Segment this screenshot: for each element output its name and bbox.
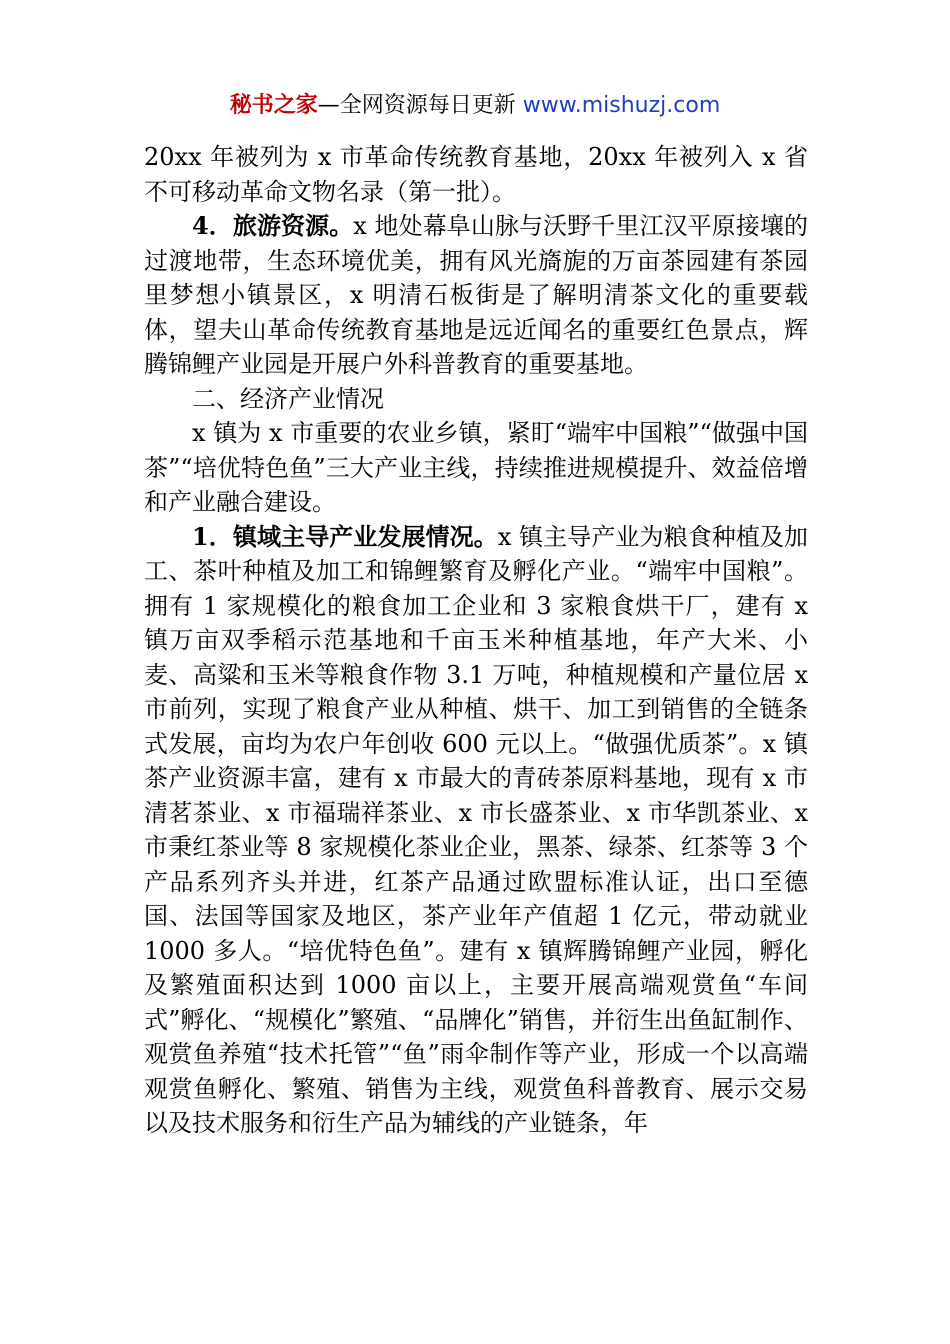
paragraph-text: x 地处幕阜山脉与沃野千里江汉平原接壤的过渡地带，生态环境优美，拥有风光旖旎的万亩茶园建有茶园里梦想小镇景区，x 明清石板街是了解明清茶文化的重要载体，望夫山革命传统教育基地是远近闻名的重要红色景点，辉腾锦鲤产业园是开展户外科普教育的重要基地。 [144,212,808,378]
paragraph [144,416,808,520]
site-brand: 秘书之家 [229,93,318,118]
paragraph-text: x 镇为 x 市重要的农业乡镇，紧盯“端牢中国粮”“做强中国茶”“培优特色鱼”三大产业主线，持续推进规模提升、效益倍增和产业融合建设。 [144,419,808,516]
section-heading: 4．旅游资源。 [192,211,354,240]
paragraph [144,209,808,382]
paragraph [144,140,808,209]
paragraph [144,520,808,1141]
section-title: 二、经济产业情况 [192,384,384,413]
section-heading: 1．镇域主导产业发展情况。 [192,521,498,551]
document-body [144,140,808,1141]
site-url-link[interactable]: www.mishuzj.com [522,93,721,118]
paragraph [144,382,808,417]
paragraph-text: x 镇主导产业为粮食种植及加工、茶叶种植及加工和锦鲤繁育及孵化产业。“端牢中国粮”。拥有 1 家规模化的粮食加工企业和 3 家粮食烘干厂，建有 x 镇万亩双季稻示范基地和千亩玉米种植基地，年产大米、小麦、高粱和玉米等粮食作物 3.1 万吨，种植规模和产量位居 x 市前列，实现了粮食产业从种植、烘干、加工到销售的全链条式发展，亩均为农户年创收 600 元以上。“做强优质茶”。x 镇茶产业资源丰富，建有 x 市最大的青砖茶原料基地，现有 x 市清茗茶业、x 市福瑞祥茶业、x 市长盛茶业、x 市华凯茶业、x 市秉红茶业等 8 家规模化茶业企业，黑茶、绿茶、红茶等 3 个产品系列齐头并进，红茶产品通过欧盟标准认证，出口至德国、法国等国家及地区，茶产业年产值超 1 亿元，带动就业 1000 多人。“培优特色鱼”。建有 x 镇辉腾锦鲤产业园，孵化及繁殖面积达到 1000 亩以上，主要开展高端观赏鱼“车间式”孵化、“规模化”繁殖、“品牌化”销售，并衍生出鱼缸制作、观赏鱼养殖“技术托管”“鱼”雨伞制作等产业，形成一个以高端观赏鱼孵化、繁殖、销售为主线，观赏鱼科普教育、展示交易以及技术服务和衍生产品为辅线的产业链条，年 [144,522,808,1137]
page-header [0,88,950,119]
paragraph-text: 20xx 年被列为 x 市革命传统教育基地，20xx 年被列入 x 省不可移动革命文物名录（第一批）。 [144,143,808,206]
site-tagline: —全网资源每日更新 [317,93,523,118]
